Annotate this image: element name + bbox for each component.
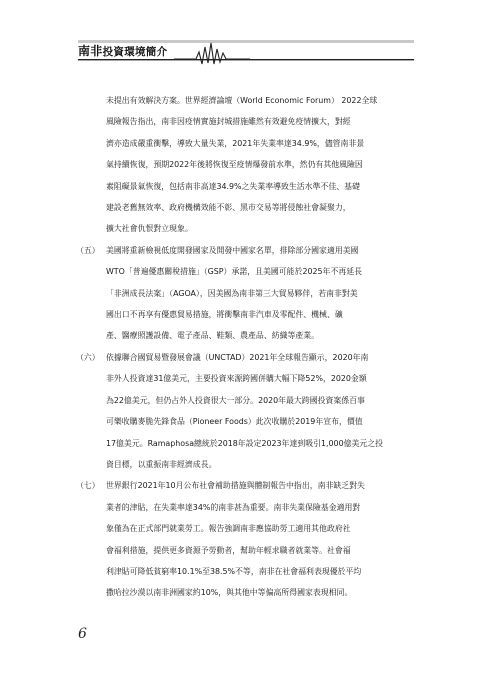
header-title-country: 南非 xyxy=(78,44,103,58)
page-number: 6 xyxy=(78,626,87,642)
text-line: 氣持續恢復，預期2022年後將恢復至疫情爆發前水準，然仍有其他風險因 xyxy=(106,160,363,170)
paragraph xyxy=(76,475,414,603)
header-title xyxy=(78,42,167,59)
text-line: 可樂收購麥脆先鋒食品（Pioneer Foods）此次收購於2019年宣布，價值 xyxy=(106,417,363,427)
running-header xyxy=(78,37,414,65)
paragraph xyxy=(76,90,414,240)
text-line: 素阻礙景氣恢復，包括南非高達34.9%之失業率導致生活水準不佳、基礎 xyxy=(106,181,360,191)
text-line: 未提出有效解決方案。世界經濟論壇（World Economic Forum） 2022全球 xyxy=(106,96,378,105)
text-line: 風險報告指出，南非因疫情實施封城措施雖然有效避免疫情擴大，對經 xyxy=(106,117,351,127)
text-line: 業者的津貼，在失業率達34%的南非甚為重要。南非失業保險基金適用對 xyxy=(106,502,361,512)
text-line: 資目標，以重振南非經濟成長。 xyxy=(106,459,217,469)
text-line: 會福利措施，提供更多資源予勞動者，幫助年輕求職者就業等。社會福 xyxy=(106,545,351,555)
text-line: 美國將重新檢視低度開發國家及開發中國家名單，排除部分國家適用美國 xyxy=(106,245,359,255)
text-line: 依據聯合國貿易暨發展會議（UNCTAD）2021年全球報告顯示，2020年南 xyxy=(106,352,369,362)
text-line: 非外人投資達31億美元，主要投資來源跨國併購大幅下降52%，2020金額 xyxy=(106,374,367,384)
text-line: 國出口不再享有優惠貿易措施，將衝擊南非汽車及零配件、機械、礦 xyxy=(106,310,343,320)
text-line: 世界銀行2021年10月公布社會補助措施與體制報告中指出，南非缺乏對失 xyxy=(106,481,365,491)
list-marker: （五） xyxy=(76,245,100,255)
header-title-subject: 投資環境簡介 xyxy=(102,46,168,58)
text-line: 為22億美元，但仍占外人投資很大一部分。2020年最大跨國投資案係百事 xyxy=(106,395,365,405)
body-text xyxy=(76,90,414,604)
paragraph xyxy=(76,240,414,347)
text-line: 利津貼可降低貧窮率10.1%至38.5%不等，南非在社會福利表現優於平均 xyxy=(106,566,362,576)
text-line: 17億美元。Ramaphosa總統於2018年設定2023年達到吸引1,000億美元之投 xyxy=(106,438,384,448)
paragraph xyxy=(76,347,414,475)
list-marker: （七） xyxy=(76,481,100,491)
text-line: 「非洲成長法案」（AGOA），因美國為南非第三大貿易夥伴，若南非對美 xyxy=(106,288,358,298)
text-line: 象僅為在正式部門就業勞工。報告強調南非應協助勞工適用其他政府社 xyxy=(106,524,351,534)
list-marker: （六） xyxy=(76,352,100,362)
text-line: 撒哈拉沙漠以南非洲國家約10%，與其他中等偏高所得國家表現相同。 xyxy=(106,588,353,598)
text-line: 產、醫療照護設備、電子產品、鞋類、農產品、紡織等產業。 xyxy=(106,331,320,341)
text-line: 建設老舊無效率、政府機構效能不彰、黑市交易等將侵蝕社會凝聚力， xyxy=(106,203,351,213)
text-line: 擴大社會仇恨對立現象。 xyxy=(106,224,193,234)
text-line: WTO「普遍優惠關稅措施」（GSP）承諾，且美國可能於2025年不再延長 xyxy=(106,267,363,277)
text-line: 濟亦造成嚴重衝擊，導致大量失業，2021年失業率達34.9%，儘管南非景 xyxy=(106,138,365,148)
